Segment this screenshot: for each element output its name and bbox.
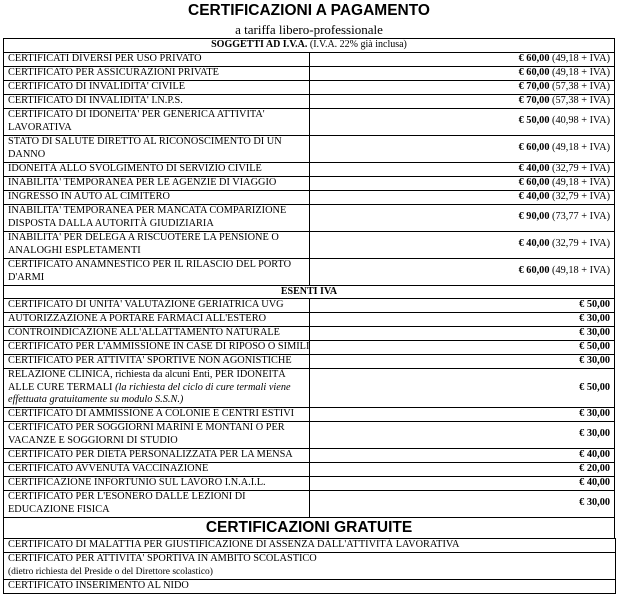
table-row: CERTIFICATI DIVERSI PER USO PRIVATO € 60,00 (49,18 + IVA) (4, 52, 615, 66)
free-certificates-table (3, 538, 616, 594)
table-row: STATO DI SALUTE DIRETTO AL RICONOSCIMENTO DI UN DANNO € 60,00 (49,18 + IVA) (4, 135, 615, 162)
table-row: CERTIFICATO AVVENUTA VACCINAZIONE € 20,00 (4, 462, 615, 476)
esenti-section-heading: ESENTI IVA (4, 285, 615, 299)
paid-certificates-table (3, 38, 615, 518)
free-certificates-title: CERTIFICAZIONI GRATUITE (3, 518, 615, 538)
iva-section-heading: SOGGETTI AD I.V.A. (I.V.A. 22% già inclusa) (4, 39, 615, 53)
table-row: CERTIFICATO PER ASSICURAZIONI PRIVATE € 60,00 (49,18 + IVA) (4, 66, 615, 80)
table-row: CERTIFICATO PER ATTIVITA' SPORTIVE NON AGONISTICHE € 30,00 (4, 355, 615, 369)
table-row: CONTROINDICAZIONE ALL'ALLATTAMENTO NATURALE € 30,00 (4, 327, 615, 341)
table-row: INGRESSO IN AUTO AL CIMITERO € 40,00 (32,79 + IVA) (4, 190, 615, 204)
table-row: INABILITA' PER DELEGA A RISCUOTERE LA PENSIONE O ANALOGHI ESPLETAMENTI € 40,00 (32,79 + IVA) (4, 231, 615, 258)
table-row: CERTIFICAZIONE INFORTUNIO SUL LAVORO I.N.A.I.L. € 40,00 (4, 476, 615, 490)
table-row: CERTIFICATO ANAMNESTICO PER IL RILASCIO DEL PORTO D'ARMI € 60,00 (49,18 + IVA) (4, 258, 615, 285)
table-row: INABILITA' TEMPORANEA PER LE AGENZIE DI VIAGGIO € 60,00 (49,18 + IVA) (4, 176, 615, 190)
table-row: CERTIFICATO DI AMMISSIONE A COLONIE E CENTRI ESTIVI € 30,00 (4, 407, 615, 421)
table-row: CERTIFICATO PER ATTIVITA' SPORTIVA IN AMBITO SCOLASTICO (dietro richiesta del Preside o del Direttore scolastico) (4, 552, 616, 579)
table-row: RELAZIONE CLINICA, richiesta da alcuni Enti, PER IDONEITÀ ALLE CURE TERMALI (la richiesta del ciclo di cure termali viene effettuata gratuitamente su modulo S.S.N.) € 50,00 (4, 369, 615, 408)
page-title: CERTIFICAZIONI A PAGAMENTO (188, 2, 430, 19)
page-subtitle: a tariffa libero-professionale (235, 22, 383, 37)
table-row: AUTORIZZAZIONE A PORTARE FARMACI ALL'ESTERO € 30,00 (4, 313, 615, 327)
table-row: IDONEITÀ ALLO SVOLGIMENTO DI SERVIZIO CIVILE € 40,00 (32,79 + IVA) (4, 162, 615, 176)
table-row: CERTIFICATO PER SOGGIORNI MARINI E MONTANI O PER VACANZE E SOGGIORNI DI STUDIO € 30,00 (4, 421, 615, 448)
document-page (3, 0, 615, 594)
table-row: CERTIFICATO PER L'AMMISSIONE IN CASE DI RIPOSO O SIMILI € 50,00 (4, 341, 615, 355)
table-row: INABILITA' TEMPORANEA PER MANCATA COMPARIZIONE DISPOSTA DALLA AUTORITÀ GIUDIZIARIA € 90,00 (73,77 + IVA) (4, 204, 615, 231)
table-row: CERTIFICATO DI IDONEITA' PER GENERICA ATTIVITA' LAVORATIVA € 50,00 (40,98 + IVA) (4, 108, 615, 135)
table-row: CERTIFICATO INSERIMENTO AL NIDO (4, 579, 616, 593)
table-row: CERTIFICATO DI INVALIDITA' I.N.P.S. € 70,00 (57,38 + IVA) (4, 94, 615, 108)
table-row: CERTIFICATO DI INVALIDITA' CIVILE € 70,00 (57,38 + IVA) (4, 80, 615, 94)
table-row: CERTIFICATO PER L'ESONERO DALLE LEZIONI DI EDUCAZIONE FISICA € 30,00 (4, 490, 615, 517)
table-row: CERTIFICATO PER DIETA PERSONALIZZATA PER LA MENSA € 40,00 (4, 448, 615, 462)
table-row: CERTIFICATO DI MALATTIA PER GIUSTIFICAZIONE DI ASSENZA DALL'ATTIVITÀ LAVORATIVA (4, 538, 616, 552)
table-row: CERTIFICATO DI UNITA' VALUTAZIONE GERIATRICA UVG € 50,00 (4, 299, 615, 313)
